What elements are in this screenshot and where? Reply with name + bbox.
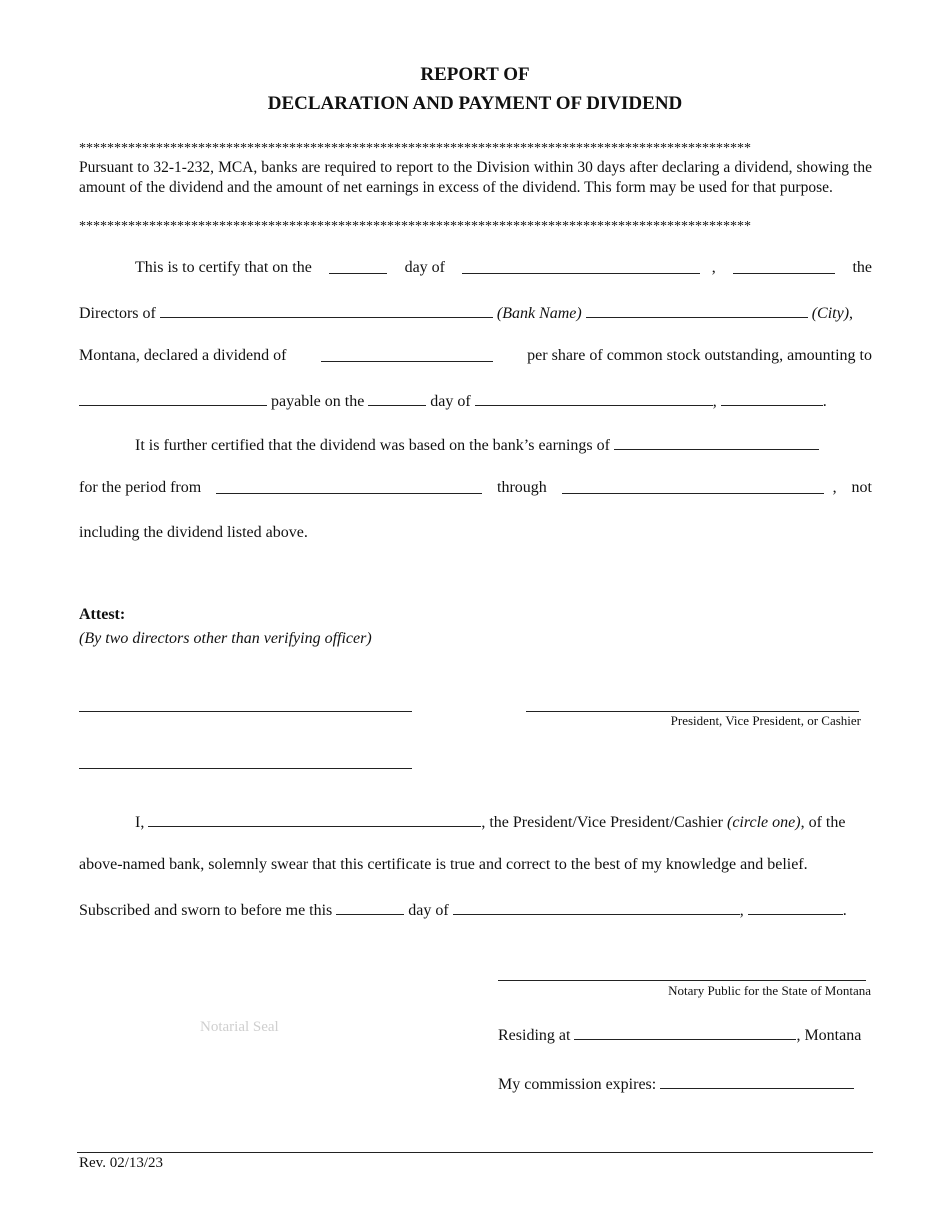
cert-text: day of [430, 393, 471, 410]
cert-text: day of [404, 259, 446, 276]
cert-line-2 [79, 302, 872, 324]
director-signature-line-2[interactable] [79, 768, 412, 769]
cert-text: Directors of [79, 305, 156, 322]
cert-text: not [851, 479, 872, 496]
oath-text: I, [135, 814, 145, 831]
period: . [822, 393, 827, 410]
sworn-month-field[interactable] [453, 899, 740, 915]
cert-line-3 [79, 346, 872, 366]
oath-text: , of the [800, 814, 846, 831]
cert-text: through [497, 479, 547, 496]
sworn-day-field[interactable] [336, 899, 404, 915]
comma: , [739, 902, 744, 919]
cert-text: This is to certify that on the [135, 259, 312, 276]
cert-line-5 [79, 434, 872, 456]
notarial-seal-placeholder: Notarial Seal [200, 1019, 279, 1035]
oath-text: , the President/Vice President/Cashier [481, 814, 723, 831]
officer-name-field[interactable] [148, 811, 481, 827]
officer-caption: President, Vice President, or Cashier [670, 713, 861, 728]
notary-text: Residing at [498, 1027, 571, 1044]
cert-text: payable on the [271, 393, 365, 410]
oath-text: Subscribed and sworn to before me this [79, 902, 333, 919]
sworn-year-field[interactable] [748, 899, 843, 915]
cert-text: for the period from [79, 479, 202, 496]
notary-text: , Montana [796, 1027, 862, 1044]
period: . [842, 902, 847, 919]
comma: , [849, 305, 854, 322]
cert-line-1 [79, 258, 872, 278]
revision-date: Rev. 02/13/23 [79, 1155, 164, 1171]
residing-line [498, 1024, 861, 1045]
bank-name-label: (Bank Name) [496, 305, 582, 322]
oath-line-2: above-named bank, solemnly swear that this certificate is true and correct to the best of my knowledge and belief. [79, 856, 808, 873]
month-field[interactable] [462, 258, 700, 274]
dividend-per-share-field[interactable] [321, 346, 493, 362]
footer-rule [77, 1152, 873, 1153]
earnings-field[interactable] [614, 434, 819, 450]
separator-bottom: ************************************************************************************************ [79, 220, 751, 234]
commission-expires-field[interactable] [660, 1073, 854, 1089]
cert-text: Montana, declared a dividend of [79, 347, 287, 364]
cert-text: per share of common stock outstanding, amounting to [527, 347, 872, 364]
comma: , [711, 259, 716, 276]
intro-paragraph: Pursuant to 32-1-232, MCA, banks are required to report to the Division within 30 days after declaring a dividend, showing the amount of the dividend and the amount of net earnings in excess of the dividend. This form may be used for that purpose. [79, 159, 872, 196]
city-field[interactable] [586, 302, 808, 318]
commission-line [498, 1073, 854, 1094]
oath-line-1 [79, 811, 872, 833]
notary-caption: Notary Public for the State of Montana [668, 983, 871, 998]
separator-top: ************************************************************************************************ [79, 142, 751, 156]
year-field[interactable] [733, 258, 835, 274]
oath-line-3 [79, 899, 872, 921]
circle-one-note: (circle one) [726, 814, 801, 831]
bank-name-field[interactable] [160, 302, 493, 318]
day-field[interactable] [329, 258, 387, 274]
comma: , [832, 479, 837, 496]
attest-note: (By two directors other than verifying officer) [79, 630, 372, 647]
period-from-field[interactable] [216, 478, 482, 494]
cert-line-4 [79, 390, 872, 412]
notary-text: My commission expires: [498, 1076, 657, 1093]
payable-day-field[interactable] [368, 390, 426, 406]
residing-field[interactable] [574, 1024, 796, 1040]
period-through-field[interactable] [562, 478, 824, 494]
attest-heading: Attest: [79, 606, 126, 623]
city-label: (City) [811, 305, 850, 322]
notary-signature-line[interactable] [498, 980, 866, 981]
oath-text: day of [408, 902, 449, 919]
dividend-amount-field[interactable] [79, 390, 267, 406]
comma: , [712, 393, 717, 410]
cert-text: It is further certified that the dividend was based on the bank’s earnings of [135, 437, 610, 454]
payable-month-field[interactable] [475, 390, 713, 406]
page-title: DECLARATION AND PAYMENT OF DIVIDEND [267, 93, 683, 114]
director-signature-line-1[interactable] [79, 711, 412, 712]
payable-year-field[interactable] [721, 390, 823, 406]
officer-signature-line[interactable] [526, 711, 859, 712]
cert-text: the [852, 259, 872, 276]
cert-line-7: including the dividend listed above. [79, 524, 308, 541]
title-line-1: REPORT OF [420, 64, 530, 85]
cert-line-6 [79, 478, 872, 498]
